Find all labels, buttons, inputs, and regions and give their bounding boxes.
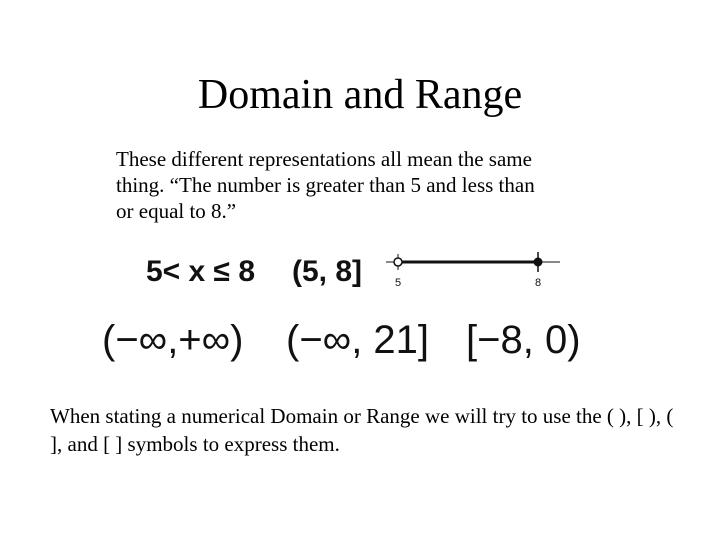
interval-notation-example: (5, 8] bbox=[292, 255, 363, 288]
intro-paragraph: These different representations all mean the same thing. “The number is greater than 5 and less than or equal to 8.” bbox=[116, 147, 535, 223]
interval-neg-inf-to-21: (−∞, 21] bbox=[286, 318, 430, 362]
slide-title: Domain and Range bbox=[197, 72, 523, 118]
interval-neg8-to-0: [−8, 0) bbox=[466, 318, 581, 362]
number-line-label-8: 8 bbox=[534, 277, 542, 289]
footer-paragraph: When stating a numerical Domain or Range we will try to use the ( ), [ ), ( ], and [ ] symbols to express them. bbox=[50, 404, 674, 456]
number-line-label-5: 5 bbox=[394, 277, 402, 289]
interval-all-reals: (−∞,+∞) bbox=[102, 318, 244, 362]
open-endpoint-5 bbox=[394, 258, 402, 266]
inequality-expression: 5< x ≤ 8 bbox=[146, 255, 256, 288]
number-line-graph bbox=[384, 246, 564, 296]
closed-endpoint-8 bbox=[534, 258, 542, 266]
